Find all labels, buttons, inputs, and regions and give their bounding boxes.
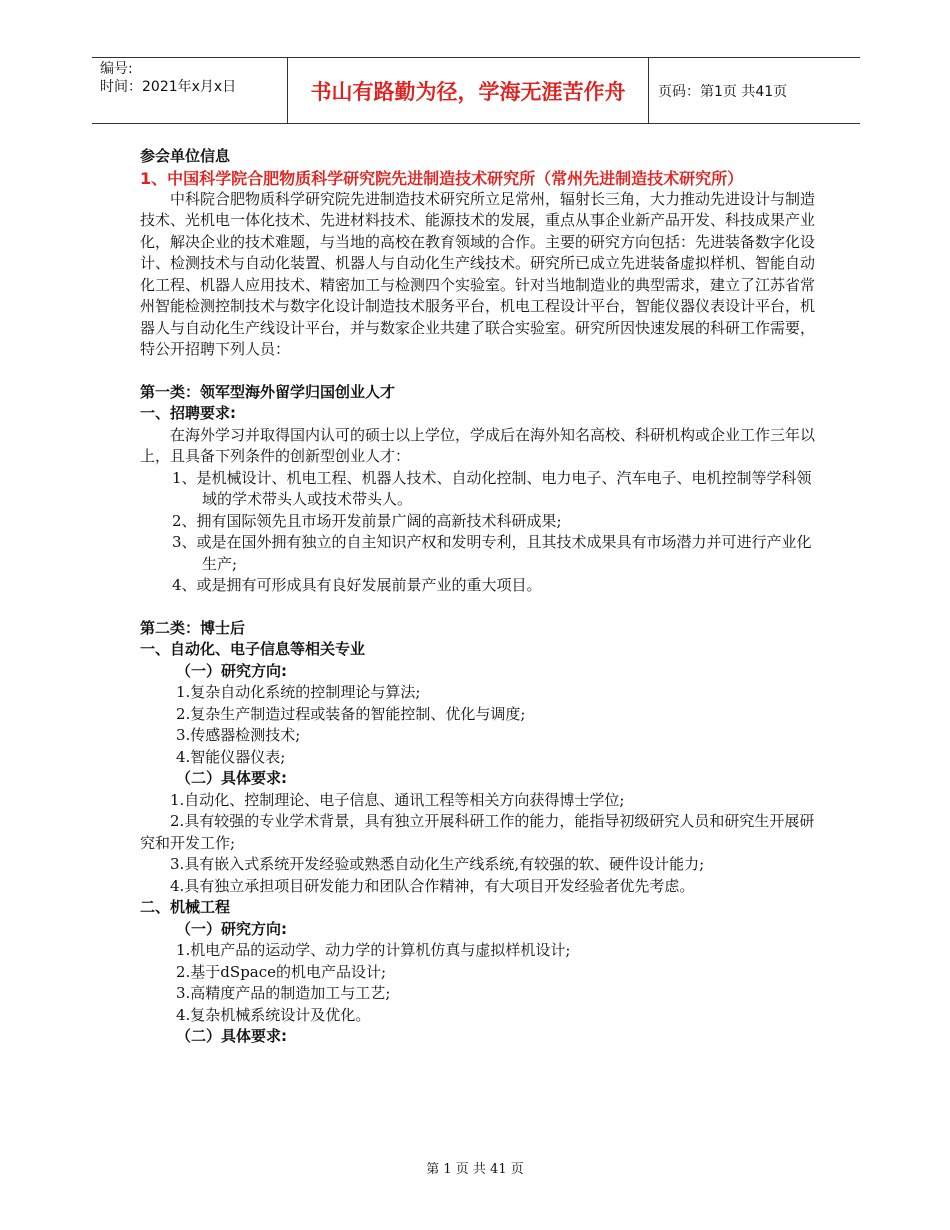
cat2-s2-dir: 2.基于dSpace的机电产品设计; — [176, 962, 387, 981]
cat2-s1-req: 2.具有较强的专业学术背景，具有独立开展科研工作的能力，能指导初级研究人员和研究生开展研究和开发工作; — [140, 812, 815, 852]
cat1-req-intro: 在海外学习并取得国内认可的硕士以上学位，学成后在海外知名高校、科研机构或企业工作三年以上，且具备下列条件的创新型创业人才： — [140, 425, 816, 465]
cat1-item: 4、或是拥有可形成具有良好发展前景产业的重大项目。 — [172, 576, 542, 594]
cat2-s1-req: 1.自动化、控制理论、电子信息、通讯工程等相关方向获得博士学位; — [170, 790, 625, 809]
header-motto: 书山有路勤为径，学海无涯苦作舟 — [287, 58, 649, 123]
cat1-item: 3、或是在国外拥有独立的自主知识产权和发明专利，且其技术成果具有市场潜力并可进行产业化生产; — [172, 533, 812, 573]
cat1-title: 第一类：领军型海外留学归国创业人才 — [140, 382, 396, 401]
cat2-s2-dir-title: （一）研究方向: — [176, 919, 287, 938]
header-meta — [92, 58, 287, 125]
cat2-s2-req-title: （二）具体要求: — [176, 1027, 287, 1045]
number-label: 编号: — [100, 61, 133, 77]
intro-paragraph: 中科院合肥物质科学研究院先进制造技术研究所立足常州，辐射长三角，大力推动先进设计与制造技术、光机电一体化技术、先进材料技术、能源技术的发展，重点从事企业新产品开发、科技成果产业化，解决企业的技术难题，与当地的高校在教育领域的合作。主要的研究方向包括：先进装备数字化设计、检测技术与自动化装置、机器人与自动化生产线技术。研究所已成立先进装备虚拟样机、智能自动化工程、机器人应用技术、精密加工与检测四个实验室。针对当地制造业的典型需求，建立了江苏省常州智能检测控制技术与数字化设计制造技术服务平台，机电工程设计平台，智能仪器仪表设计平台，机器人与自动化生产线设计平台，并与数家企业共建了联合实验室。研究所因快速发展的科研工作需要，特公开招聘下列人员： — [140, 189, 816, 358]
cat2-s2-dir: 3.高精度产品的制造加工与工艺; — [176, 984, 391, 1002]
cat2-s1-dir: 2.复杂生产制造过程或装备的智能控制、优化与调度; — [176, 704, 526, 723]
cat2-s1-title: 一、自动化、电子信息等相关专业 — [140, 640, 366, 658]
page-header — [92, 57, 860, 124]
cat2-s1-req-title: （二）具体要求: — [176, 769, 287, 787]
cat2-s2-dir: 1.机电产品的运动学、动力学的计算机仿真与虚拟样机设计; — [176, 941, 571, 959]
cat2-s1-dir: 1.复杂自动化系统的控制理论与算法; — [176, 683, 421, 701]
cat2-s1-req: 3.具有嵌入式系统开发经验或熟悉自动化生产线系统,有较强的软、硬件设计能力; — [170, 855, 705, 873]
cat2-s1-req: 4.具有独立承担项目研发能力和团队合作精神，有大项目开发经验者优先考虑。 — [170, 876, 695, 895]
cat2-s2-title: 二、机械工程 — [140, 898, 231, 916]
section-title: 参会单位信息 — [140, 147, 231, 165]
cat1-req-title: 一、招聘要求: — [140, 404, 236, 422]
cat2-s2-dir: 4.复杂机械系统设计及优化。 — [176, 1005, 371, 1024]
header-page-info: 页码：第1页 共41页 — [658, 83, 788, 100]
org-title: 1、中国科学院合肥物质科学研究院先进制造技术研究所（常州先进制造技术研究所） — [140, 168, 744, 188]
cat1-item: 2、拥有国际领先且市场开发前景广阔的高新技术科研成果; — [172, 511, 562, 530]
cat2-s1-dir: 3.传感器检测技术; — [176, 726, 301, 744]
cat2-title: 第二类：博士后 — [140, 618, 246, 637]
cat1-item: 1、是机械设计、机电工程、机器人技术、自动化控制、电力电子、汽车电子、电机控制等学科领域的学术带头人或技术带头人。 — [172, 468, 812, 508]
page-footer: 第 1 页 共 41 页 — [426, 1162, 524, 1177]
document-body — [140, 146, 820, 1048]
cat2-s1-dir-title: （一）研究方向: — [176, 661, 287, 680]
cat2-s1-dir: 4.智能仪器仪表; — [176, 747, 286, 766]
time-label: 时间：2021年x月x日 — [100, 79, 237, 95]
